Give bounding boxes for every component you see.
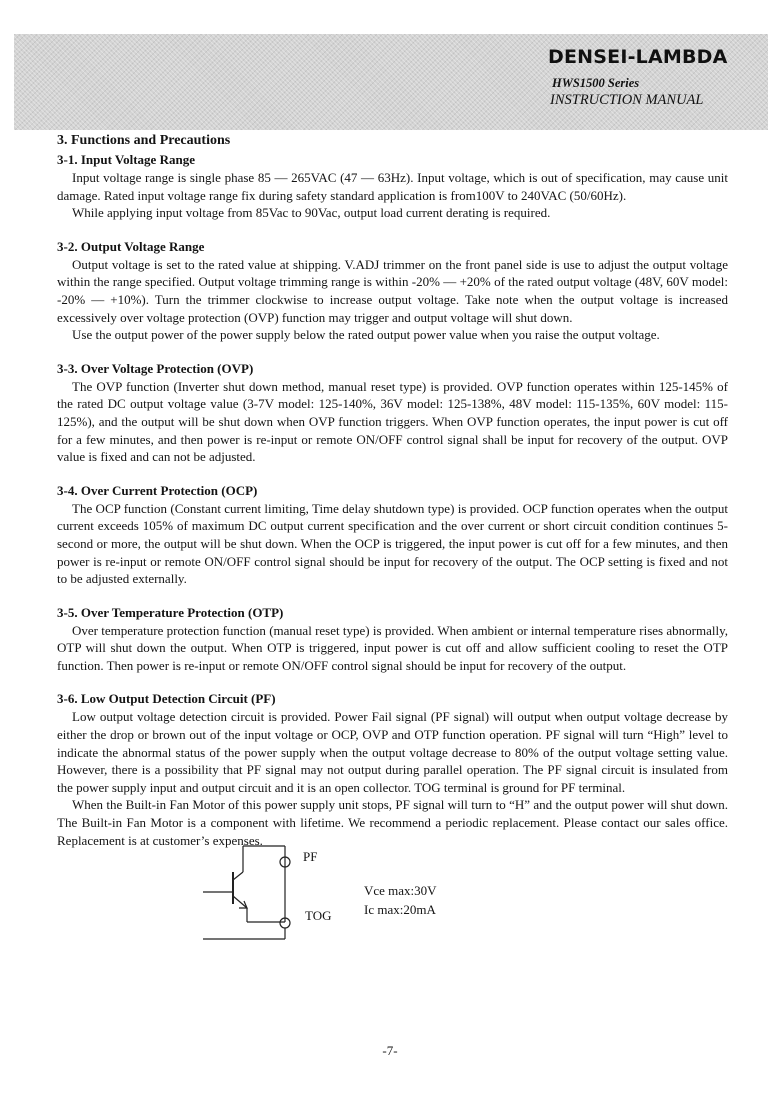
section-heading: 3-3. Over Voltage Protection (OVP) [57, 360, 254, 376]
chapter-heading: 3. Functions and Precautions [57, 133, 231, 148]
series-title: HWS1500 Series [552, 76, 640, 90]
section-ocp [57, 482, 728, 588]
section-otp [57, 604, 728, 675]
paragraph: The OCP function (Constant current limiting, Time delay shutdown type) is provided. OCP function operates when the output current exceeds 105% of maximum DC output current specification and the over current or short circuit condition continues 5-second or more, the output will be shut down. When the OCP is triggered, the input power is cut off for a few minutes, and then power is re-input or remote ON/OFF control signal should be input for recovery of the output. The OCP setting is fixed and not to be adjusted externally. [57, 500, 728, 587]
paragraph: Over temperature protection function (manual reset type) is provided. When ambient or internal temperature rises abnormally, OTP will shut down the output. When OTP is triggered, input power is cut off and allow sufficient cooling to reset the OTP function. Then power is re-input or remote ON/OFF control signal should be input for recovery of the output. [57, 622, 728, 673]
vce-max-spec: Vce max:30V [364, 883, 437, 898]
collector-diagonal [233, 872, 243, 880]
paragraph: Input voltage range is single phase 85 — 265VAC (47 — 63Hz). Input voltage, which is out of specification, may cause unit damage. Rated input voltage range fix during safety standard application is from100V to 240VAC (50/60Hz). [57, 170, 728, 203]
manual-title: INSTRUCTION MANUAL [550, 92, 704, 108]
section-heading: 3-1. Input Voltage Range [57, 152, 195, 167]
paragraph: Low output voltage detection circuit is provided. Power Fail signal (PF signal) will output when output voltage decrease by either the drop or brown out of the input voltage or OCP, OVP and OTP function operation. PF signal will turn “High” level to indicate the abnormal status of the power supply when the output voltage decrease to 80% of the output voltage setting value. However, there is a possibility that PF signal may not output during parallel operation. The PF signal circuit is insulated from the power supply input and output circuit and it is an open collector. TOG terminal is ground for PF terminal. [57, 709, 728, 795]
paragraph: Use the output power of the power supply below the rated output power value when you raise the output voltage. [72, 327, 660, 343]
section-heading: 3-2. Output Voltage Range [57, 238, 205, 254]
document-body [57, 132, 728, 865]
section-heading: 3-5. Over Temperature Protection (OTP) [57, 604, 284, 620]
section-heading: 3-4. Over Current Protection (OCP) [57, 482, 258, 498]
section-pf [57, 690, 728, 849]
pf-transistor-circuit-diagram [195, 842, 345, 944]
page-number: -7- [382, 1043, 398, 1058]
brand-logo-text: DENSEI-LAMBDA [548, 46, 728, 68]
paragraph: The OVP function (Inverter shut down method, manual reset type) is provided. OVP function operates within 125-145% of the rated DC output voltage value (3-7V model: 125-140%, 36V model: 125-138%, 48V model: 115-135%, 60V model: 115-125%), and the output will be shut down when OVP function triggers. When OVP function operates, the input power is cut off for a few minutes, and then power is re-input or remote ON/OFF control signal shall be input for recovery of the output. OVP value is fixed and can not be adjusted. [57, 378, 728, 465]
section-heading: 3-6. Low Output Detection Circuit (PF) [57, 691, 276, 707]
section-output-voltage [57, 238, 728, 344]
tog-terminal-label: TOG [305, 908, 332, 923]
paragraph: Output voltage is set to the rated value at shipping. V.ADJ trimmer on the front panel side is use to adjust the output voltage within the range specified. Output voltage trimming range is within -20% — +20% of the rated output voltage (48V, 60V model: -20% — +10%). Turn the trimmer clockwise to increase output voltage. Take note when the output voltage is increased excessively over voltage protection (OVP) function may trigger and output voltage will shut down. [57, 256, 728, 325]
ic-max-spec: Ic max:20mA [364, 902, 436, 917]
paragraph: While applying input voltage from 85Vac to 90Vac, output load current derating is required. [72, 205, 551, 221]
paragraph: When the Built-in Fan Motor of this power supply unit stops, PF signal will turn to “H” and the output power will shut down. The Built-in Fan Motor is a component with lifetime. We recommend a periodic replacement. Please contact our sales office. Replacement is at customer’s expenses. [57, 797, 728, 848]
pf-terminal-label: PF [303, 849, 318, 864]
section-ovp [57, 360, 728, 466]
section-input-voltage [57, 151, 728, 222]
